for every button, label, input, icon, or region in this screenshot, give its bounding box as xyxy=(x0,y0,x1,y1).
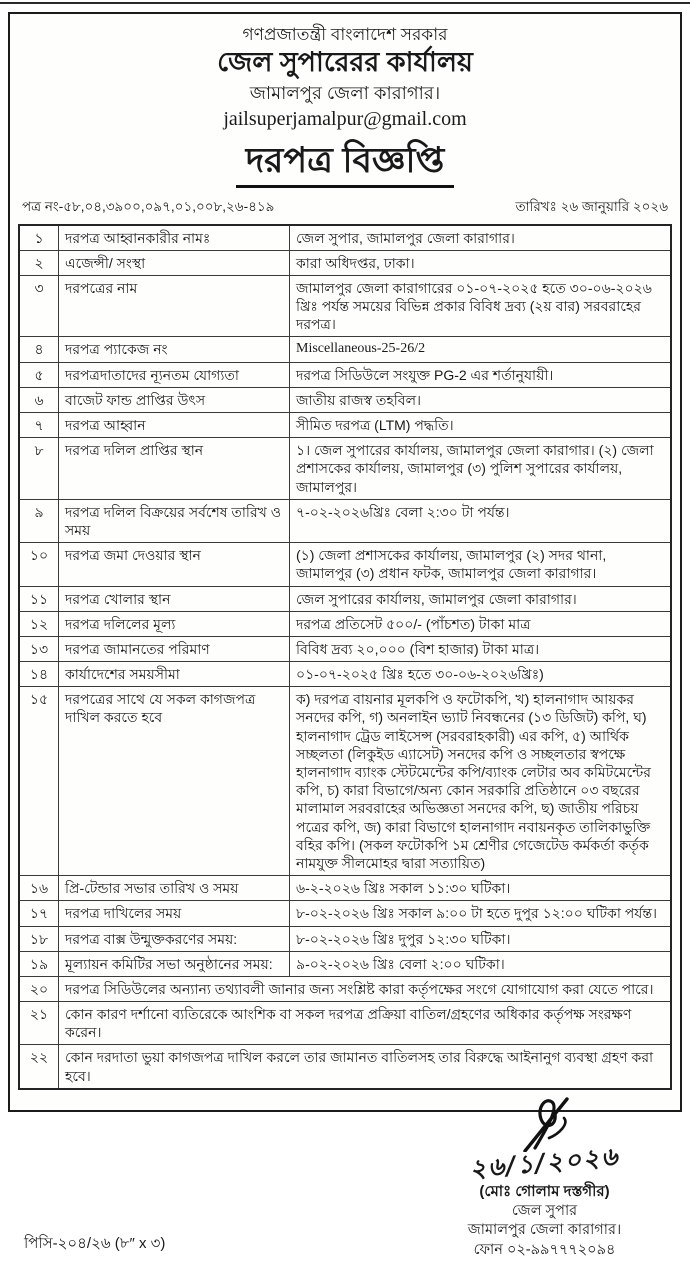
row-number: ১৮ xyxy=(19,926,59,951)
row-label: দরপত্র জমা দেওয়ার স্থান xyxy=(59,543,290,586)
row-number: ১৬ xyxy=(19,876,59,901)
row-number: ১২ xyxy=(19,611,59,636)
email-address: jailsuperjamalpur@gmail.com xyxy=(223,107,467,130)
table-row xyxy=(19,876,671,901)
table-row xyxy=(19,926,671,951)
row-value: জেল সুপার, জামালপুর জেলা কারাগার। xyxy=(290,225,672,251)
row-number: ১১ xyxy=(19,586,59,611)
row-value: জেল সুপারের কার্যালয়, জামালপুর জেলা কারাগার। xyxy=(290,586,672,611)
tender-table-body xyxy=(19,225,671,1089)
row-value: ৮-০২-২০২৬ খ্রিঃ দুপুর ১২:৩০ ঘটিকা। xyxy=(290,926,672,951)
row-number: ২০ xyxy=(19,976,59,1001)
row-number: ৪ xyxy=(19,337,59,362)
row-value: ০১-০৭-২০২৫ খ্রিঃ হতে ৩০-০৬-২০২৬খ্রিঃ) xyxy=(290,662,672,687)
row-number: ৬ xyxy=(19,387,59,412)
row-value: ৮-০২-২০২৬ খ্রিঃ সকাল ৯:০০ টা হতে দুপুর ১২:০০ ঘটিকা পর্যন্ত। xyxy=(290,901,672,926)
row-label: দরপত্র আহ্বানকারীর নামঃ xyxy=(59,225,290,251)
row-label: বাজেট ফান্ড প্রাপ্তির উৎস xyxy=(59,387,290,412)
reference-line xyxy=(14,188,676,224)
press-code: পিসি-২০৪/২৬ (৮″ x ৩) xyxy=(24,1234,166,1252)
signatory-office: জামালপুর জেলা কারাগার। xyxy=(467,1222,622,1239)
jail-name-line: জামালপুর জেলা কারাগার। xyxy=(249,83,441,103)
table-row xyxy=(19,413,671,438)
row-value: বিবিধ দ্রব্য ২০,০০০ (বিশ হাজার) টাকা মাত্র। xyxy=(290,636,672,661)
row-number: ৩ xyxy=(19,275,59,337)
table-row xyxy=(19,687,671,876)
row-value: Miscellaneous-25-26/2 xyxy=(290,337,672,362)
row-value: ৭-০২-২০২৬খ্রিঃ বেলা ২:৩০ টা পর্যন্ত। xyxy=(290,499,672,542)
row-value: ক) দরপত্র বায়নার মূলকপি ও ফটোকপি, খ) হালনাগাদ আয়কর সনদের কপি, গ) অনলাইন ভ্যাট নিবন্ধনের (১৩ ডিজিট) কপি, ঘ) হালনাগাদ ট্রেড লাইসেন্স (সরবরাহকারী) এর কপি, ৫) আর্থিক সচ্ছলতা (লিকুইড এ্যাসেট) সনদের কপি ও সচ্ছলতার স্বপক্ষে হালনাগাদ ব্যাংক স্টেটমেন্টের কপি/ব্যাংক লেটার অব কমিটমেন্টের কপি, চ) কারা বিভাগে/অন্য কোন সরকারি প্রতিষ্ঠানে ০৩ বছরের মালামাল সরবরাহের অভিজ্ঞতা সনদের কপি, ছ) জাতীয় পরিচয় পত্রের কপি, জ) কারা বিভাগে হালনাগাদ নবায়নকৃত তালিকাভুক্তি বহির কপি। (সকল ফটোকপি ১ম শ্রেণীর গেজেটেড কর্মকর্তা কর্তৃক নামযুক্ত সীলমোহর দ্বারা সত্যায়িত) xyxy=(290,687,672,876)
row-value: কারা অধিদপ্তর, ঢাকা। xyxy=(290,250,672,275)
row-value: জাতীয় রাজস্ব তহবিল। xyxy=(290,387,672,412)
document-footer xyxy=(14,1090,676,1263)
row-number: ৯ xyxy=(19,499,59,542)
row-value: ৬-২-২০২৬ খ্রিঃ সকাল ১১:৩০ ঘটিকা। xyxy=(290,876,672,901)
row-value: সীমিত দরপত্র (LTM) পদ্ধতি। xyxy=(290,413,672,438)
government-line: গণপ্রজাতন্ত্রী বাংলাদেশ সরকার xyxy=(242,25,448,44)
row-label: দরপত্র দলিল প্রাপ্তির স্থান xyxy=(59,438,290,500)
row-label: দরপত্র বাক্স উন্মুক্তকরণের সময়: xyxy=(59,926,290,951)
memo-number: পত্র নং-৫৮,০৪,৩৯০০,০৯৭,০১,০০৮,২৬-৪১৯ xyxy=(22,198,275,214)
signatory-name: (মোঃ গোলাম দস্তগীর) xyxy=(479,1182,610,1200)
row-label: দরপত্র আহ্বান xyxy=(59,413,290,438)
signatory-phone: ফোন ০২-৯৯৭৭৭২০৯৪ xyxy=(473,1241,616,1258)
table-row xyxy=(19,586,671,611)
row-number: ২ xyxy=(19,250,59,275)
table-row xyxy=(19,543,671,586)
table-row xyxy=(19,225,671,251)
row-label: দরপত্রদাতাদের ন্যূনতম যোগ্যতা xyxy=(59,362,290,387)
row-number: ৭ xyxy=(19,413,59,438)
row-label: দরপত্রের সাথে যে সকল কাগজপত্র দাখিল করতে হবে xyxy=(59,687,290,876)
row-value: ৯-০২-২০২৬ খ্রিঃ বেলা ২:০০ ঘটিকা। xyxy=(290,951,672,976)
table-row xyxy=(19,275,671,337)
row-number: ১০ xyxy=(19,543,59,586)
table-row xyxy=(19,250,671,275)
table-row xyxy=(19,951,671,976)
table-row xyxy=(19,636,671,661)
table-row xyxy=(19,499,671,542)
row-number: ২১ xyxy=(19,1002,59,1045)
table-row xyxy=(19,901,671,926)
row-number: ২২ xyxy=(19,1045,59,1089)
row-text: কোন দরদাতা ভুয়া কাগজপত্র দাখিল করলে তার জামানত বাতিলসহ তার বিরুদ্ধে আইনানুগ ব্যবস্থা গ্রহণ করা হবে। xyxy=(59,1045,672,1089)
tender-notice-document xyxy=(8,12,682,1258)
row-number: ১৯ xyxy=(19,951,59,976)
signatory-designation: জেল সুপার xyxy=(511,1202,578,1219)
table-row xyxy=(19,438,671,500)
row-value: (১) জেলা প্রশাসকের কার্যালয়, জামালপুর (২) সদর থানা, জামালপুর (৩) প্রধান ফটক, জামালপুর জেলা কারাগার। xyxy=(290,543,672,586)
issue-date: তারিখঃ ২৬ জানুয়ারি ২০২৬ xyxy=(515,198,668,214)
row-number: ১৭ xyxy=(19,901,59,926)
table-row xyxy=(19,337,671,362)
table-row xyxy=(19,976,671,1001)
row-value: দরপত্র প্রতিসেট ৫০০/- (পাঁচশত) টাকা মাত্র xyxy=(290,611,672,636)
row-number: ১৫ xyxy=(19,687,59,876)
row-label: মূল্যায়ন কমিটির সভা অনুষ্ঠানের সময়: xyxy=(59,951,290,976)
row-value: দরপত্র সিডিউলে সংযুক্ত PG-2 এর শর্তানুযায়ী। xyxy=(290,362,672,387)
row-number: ৫ xyxy=(19,362,59,387)
row-label: দরপত্র প্যাকেজ নং xyxy=(59,337,290,362)
row-text: কোন কারণ দর্শানো ব্যতিরেকে আংশিক বা সকল দরপত্র প্রক্রিয়া বাতিল/গ্রহণের অধিকার কর্তৃপক্ষ সংরক্ষণ করেন। xyxy=(59,1002,672,1045)
office-name: জেল সুপারেরর কার্যালয় xyxy=(217,47,473,78)
table-row xyxy=(19,1045,671,1089)
row-label: দরপত্র জামানতের পরিমাণ xyxy=(59,636,290,661)
row-label: দরপত্র দাখিলের সময় xyxy=(59,901,290,926)
row-label: দরপত্র দলিলের মূল্য xyxy=(59,611,290,636)
table-row xyxy=(19,387,671,412)
notice-title: দরপত্র বিজ্ঞপ্তি xyxy=(236,138,455,188)
signature-block xyxy=(427,1096,662,1261)
table-row xyxy=(19,662,671,687)
row-label: দরপত্র খোলার স্থান xyxy=(59,586,290,611)
row-text: দরপত্র সিডিউলের অন্যান্য তথ্যাবলী জানার জন্য সংশ্লিষ্ট কারা কর্তৃপক্ষের সংগে যোগাযোগ করা যেতে পারে। xyxy=(59,976,672,1001)
row-label: কার্যাদেশের সময়সীমা xyxy=(59,662,290,687)
row-value: ১। জেল সুপারের কার্যালয়, জামালপুর জেলা কারাগার। (২) জেলা প্রশাসকের কার্যালয়, জামালপুর (৩) পুলিশ সুপারের কার্যালয়, জামালপুর। xyxy=(290,438,672,500)
document-header xyxy=(14,22,676,188)
signature-handwritten-date: ২৬/১/২০২৬ xyxy=(468,1141,621,1184)
tender-details-table xyxy=(18,224,672,1090)
table-row xyxy=(19,1002,671,1045)
row-value: জামালপুর জেলা কারাগারের ০১-০৭-২০২৫ হতে ৩০-০৬-২০২৬ খ্রিঃ পর্যন্ত সময়ের বিভিন্ন প্রকার বিবিধ দ্রব্য (২য় বার) সরবরাহের দরপত্র। xyxy=(290,275,672,337)
row-number: ১ xyxy=(19,225,59,251)
row-label: দরপত্রের নাম xyxy=(59,275,290,337)
row-number: ৮ xyxy=(19,438,59,500)
row-label: দরপত্র দলিল বিক্রয়ের সর্বশেষ তারিখ ও সময় xyxy=(59,499,290,542)
table-row xyxy=(19,611,671,636)
table-row xyxy=(19,362,671,387)
row-label: এজেন্সী/ সংস্থা xyxy=(59,250,290,275)
row-number: ১৪ xyxy=(19,662,59,687)
row-label: প্রি-টেন্ডার সভার তারিখ ও সময় xyxy=(59,876,290,901)
scan-page-edge xyxy=(0,2,690,4)
row-number: ১৩ xyxy=(19,636,59,661)
